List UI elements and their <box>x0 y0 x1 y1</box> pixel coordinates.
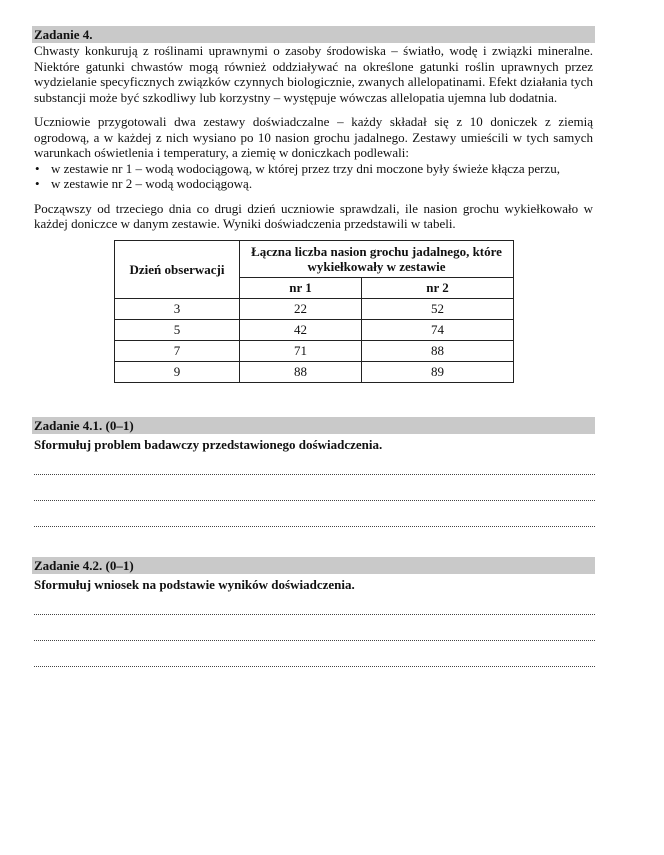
table-row <box>115 340 514 361</box>
experiment-paragraph: Uczniowie przygotowali dwa zestawy doświadczalne – każdy składał się z 10 doniczek z ziemią ogrodową, a w każdej z nich wysiano po 10 nasion grochu jadalnego. Zestawy umieścili w tych samych warunkach oświetlenia i temperatury, a ziemię w doniczkach podlewali: <box>34 114 593 160</box>
header-set-2: nr 2 <box>362 277 514 298</box>
task-4-2-instruction: Sformułuj wniosek na podstawie wyników doświadczenia. <box>34 576 355 592</box>
results-paragraph: Począwszy od trzeciego dnia co drugi dzień uczniowie sprawdzali, ile nasion grochu wykiełkowało w każdej doniczce w danym zestawie. Wyniki doświadczenia przedstawili w tabeli. <box>34 200 593 231</box>
cell-nr1: 88 <box>240 361 362 382</box>
cell-nr2: 89 <box>362 361 514 382</box>
cell-nr1: 42 <box>240 319 362 340</box>
list-item: • w zestawie nr 1 – wodą wodociągową, w której przez trzy dni moczone były świeże kłącza perzu, <box>35 160 560 176</box>
header-germinated: Łączna liczba nasion grochu jadalnego, które wykiełkowały w zestawie <box>240 240 514 277</box>
cell-day: 7 <box>115 340 240 361</box>
cell-nr1: 22 <box>240 298 362 319</box>
cell-day: 5 <box>115 319 240 340</box>
header-set-1: nr 1 <box>240 277 362 298</box>
cell-nr2: 88 <box>362 340 514 361</box>
cell-nr2: 74 <box>362 319 514 340</box>
header-day: Dzień obserwacji <box>115 240 240 298</box>
answer-line[interactable] <box>34 665 595 667</box>
results-table <box>114 240 514 383</box>
list-item: • w zestawie nr 2 – wodą wodociągową. <box>35 176 253 191</box>
exam-page <box>32 26 595 667</box>
table-row <box>115 361 514 382</box>
table-row <box>115 298 514 319</box>
task-4-title: Zadanie 4. <box>32 26 595 43</box>
cell-nr2: 52 <box>362 298 514 319</box>
bullet-icon: • <box>35 176 40 191</box>
task-4-1-instruction: Sformułuj problem badawczy przedstawionego doświadczenia. <box>34 436 383 452</box>
cell-day: 3 <box>115 298 240 319</box>
task-4-2-title: Zadanie 4.2. (0–1) <box>32 557 595 574</box>
cell-nr1: 71 <box>240 340 362 361</box>
cell-day: 9 <box>115 361 240 382</box>
task-4-1-title: Zadanie 4.1. (0–1) <box>32 417 595 434</box>
intro-paragraph: Chwasty konkurują z roślinami uprawnymi o zasoby środowiska – światło, wodę i związki mineralne. Niektóre gatunki chwastów mogą również oddziaływać na określone gatunki roślin uprawnych przez wydzielanie specyficznych związków czynnych biologicznie, zwanych allelopatinami. Efekt działania tych substancji może być szkodliwy lub korzystny – występuje wówczas allelopatia ujemna lub dodatnia. <box>34 43 593 105</box>
setup-list <box>32 161 595 192</box>
bullet-icon: • <box>35 160 40 176</box>
table-row <box>115 319 514 340</box>
